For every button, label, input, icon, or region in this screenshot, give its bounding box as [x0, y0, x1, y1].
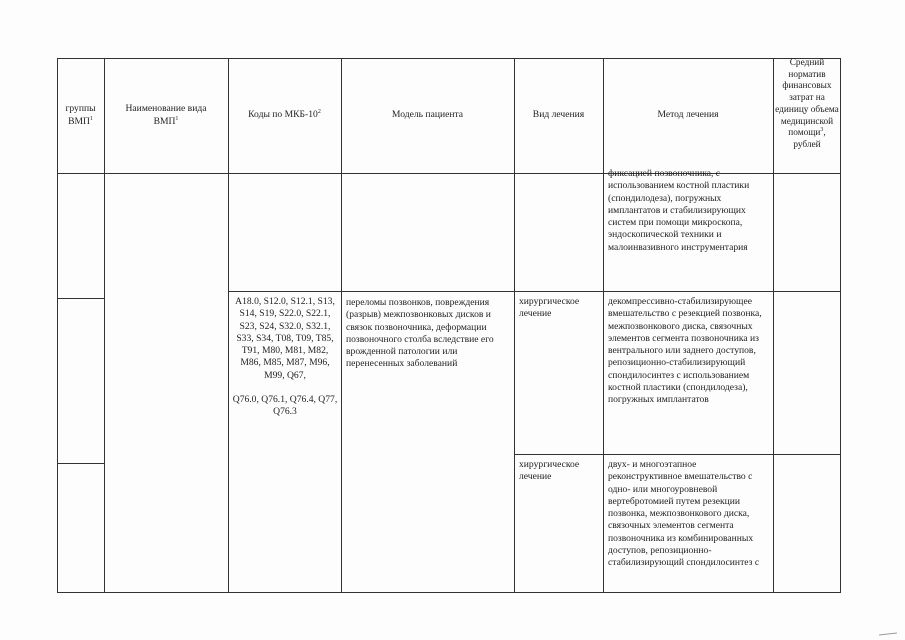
grid-line — [228, 291, 841, 292]
header-treatment: Вид лечения — [532, 109, 585, 121]
header-group: группы ВМП$^1$ — [65, 103, 96, 127]
grid-line — [57, 298, 104, 299]
grid-line — [773, 58, 774, 593]
grid-line — [57, 463, 104, 464]
row3-method: двух- и многоэтапное реконструктивное вмешательство с одно- или многоуровневой вертебротомией путем резекции позвонка, межпозвонкового диска, связочных элементов сегмента позвоночника из комбинированных доступов, репозиционно-стабилизирующий спондилосинтез с — [608, 459, 760, 569]
grid-line — [57, 592, 841, 593]
grid-line — [840, 58, 841, 593]
treatment-table — [57, 58, 841, 593]
header-cost: Средний норматив финансовых затрат на единицу объема медицинской помощи$^3$, рублей — [775, 58, 839, 150]
header-model: Модель пациента — [391, 109, 464, 121]
header-method: Метод лечения — [657, 109, 719, 121]
header-codes: Коды по МКБ-$10^2$ — [248, 109, 321, 121]
row3-treatment: хирургическое лечение — [519, 459, 580, 483]
grid-line — [514, 454, 841, 455]
row2-codes: A18.0, S12.0, S12.1, S13, S14, S19, S22.0, S22.1, S23, S24, S32.0, S32.1, S33, S34, T08, T09, T85, T91, M80, M81, M82, M86, M85, M87, M96, M99, Q67, Q76.0, Q76.1, Q76.4, Q77, Q76.3 — [232, 296, 338, 418]
header-name: Наименование вида ВМП$^1$ — [125, 103, 207, 127]
row2-model: переломы позвонков, повреждения (разрыв) межпозвонковых дисков и связок позвоночника, деформации позвоночного столба вследствие его врожденной патологии или перенесенных заболеваний — [346, 297, 494, 370]
row1-method: фиксацией позвоночника, с использованием костной пластики (спондилодеза), погружных имплантатов и стабилизирующих систем при помощи микроскопа, эндоскопической техники и малоинвазивного инструментария — [608, 168, 750, 253]
row2-treatment: хирургическое лечение — [519, 296, 580, 320]
scan-mark-icon — [879, 632, 897, 636]
row2-method: декомпрессивно-стабилизирующее вмешательство с резекцией позвонка, межпозвонкового диска, связочных элементов сегмента позвоночника из вентрального или заднего доступов, репозиционно-стабилизирующий спондилосинтез с использованием костной пластики (спондилодеза), погружных имплантатов — [608, 296, 762, 406]
